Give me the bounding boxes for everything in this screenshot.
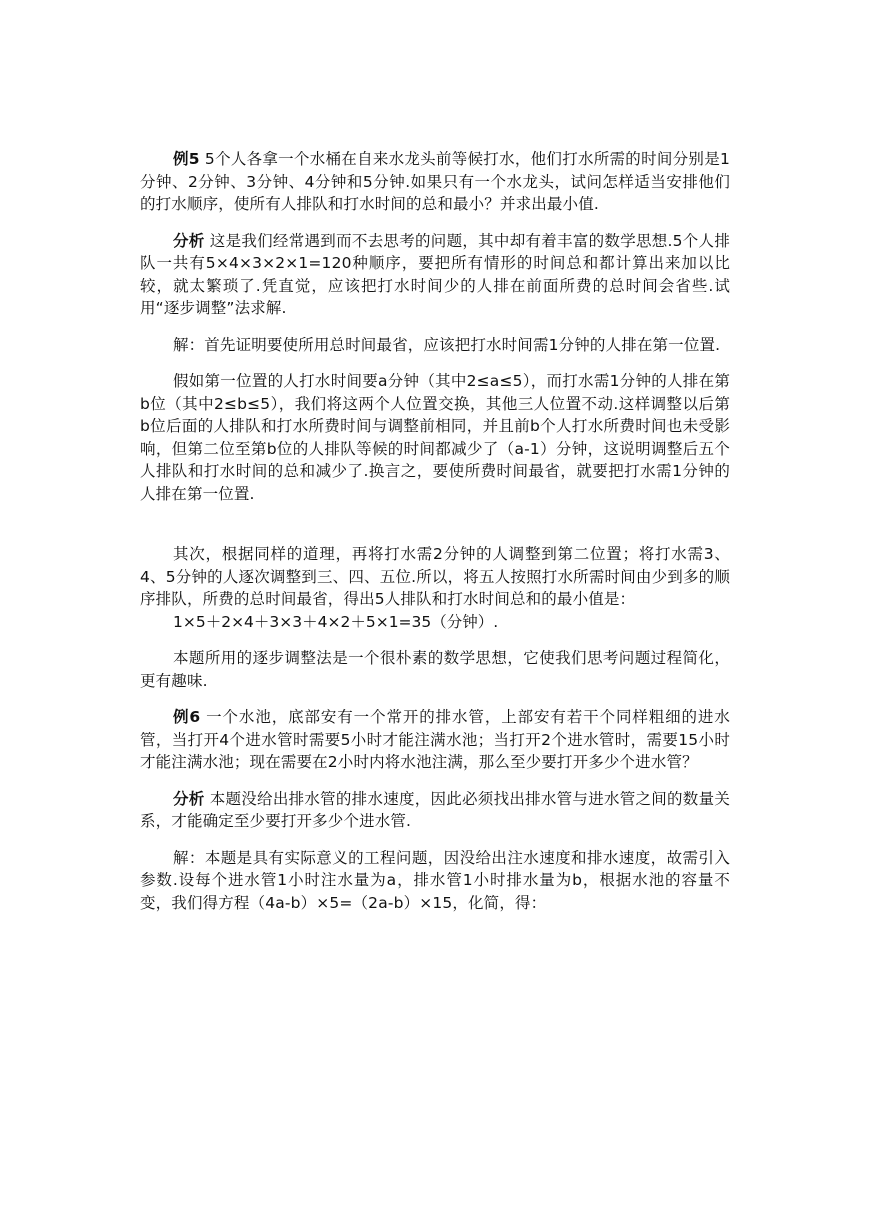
analysis-1-paragraph xyxy=(140,230,730,320)
analysis-2-label: 分析 xyxy=(173,789,205,808)
summary-paragraph: 本题所用的逐步调整法是一个很朴素的数学思想，它使我们思考问题过程简化，更有趣味. xyxy=(140,649,730,690)
example-6-text: 一个水池，底部安有一个常开的排水管，上部安有若干个同样粗细的进水管，当打开4个进水管时需要5小时才能注满水池；当打开2个进水管时，需要15小时才能注满水池；现在需要在2小时内将水池注满，那么至少要打开多少个进水管？ xyxy=(140,708,730,771)
example-5-label: 例5 xyxy=(173,150,200,168)
analysis-2-text: 本题没给出排水管的排水速度，因此必须找出排水管与进水管之间的数量关系，才能确定至少要打开多少个进水管. xyxy=(140,789,730,830)
analysis-1-label: 分析 xyxy=(173,231,205,250)
solution-1-paragraph: 解：首先证明要使所用总时间最省，应该把打水时间需1分钟的人排在第一位置. xyxy=(173,335,721,354)
solution-2-paragraph: 解：本题是具有实际意义的工程问题，因没给出注水速度和排水速度，故需引入参数.设每个进水管1小时注水量为a，排水管1小时排水量为b，根据水池的容量不变，我们得方程（4a-b）×5=（2a-b）×15，化简，得： xyxy=(140,848,730,912)
example-6-paragraph xyxy=(140,706,730,774)
analysis-2-paragraph xyxy=(140,788,730,833)
example-5-text: 5个人各拿一个水桶在自来水龙头前等候打水，他们打水所需的时间分别是1分钟、2分钟、3分钟、4分钟和5分钟.如果只有一个水龙头，试问怎样适当安排他们的打水顺序，使所有人排队和打水时间的总和最小？并求出最小值. xyxy=(140,150,730,213)
document-page xyxy=(140,148,730,914)
formula-line: 1×5＋2×4＋3×3＋4×2＋5×1=35（分钟）. xyxy=(173,612,499,631)
proof-paragraph: 假如第一位置的人打水时间要a分钟（其中2≤a≤5），而打水需1分钟的人排在第b位（其中2≤b≤5），我们将这两个人位置交换，其他三人位置不动.这样调整以后第b位后面的人排队和打水所费时间与调整前相同，并且前b个人打水所费时间也未受影响，但第二位至第b位的人排队等候的时间都减少了（a-1）分钟，这说明调整后五个人排队和打水时间的总和减少了.换言之，要使所费时间最省，就要把打水需1分钟的人排在第一位置. xyxy=(140,372,730,503)
example-6-label: 例6 xyxy=(173,708,201,726)
analysis-1-text: 这是我们经常遇到而不去思考的问题，其中却有着丰富的数学思想.5个人排队一共有5×4×3×2×1=120种顺序，要把所有情形的时间总和都计算出来加以比较，就太繁琐了.凭直觉，应该把打水时间少的人排在前面所费的总时间会省些.试用“逐步调整”法求解. xyxy=(140,231,730,317)
example-5-paragraph xyxy=(140,148,730,216)
next-step-paragraph: 其次，根据同样的道理，再将打水需2分钟的人调整到第二位置；将打水需3、4、5分钟的人逐次调整到三、四、五位.所以，将五人按照打水所需时间由少到多的顺序排队，所费的总时间最省，得出5人排队和打水时间总和的最小值是： xyxy=(140,545,730,608)
